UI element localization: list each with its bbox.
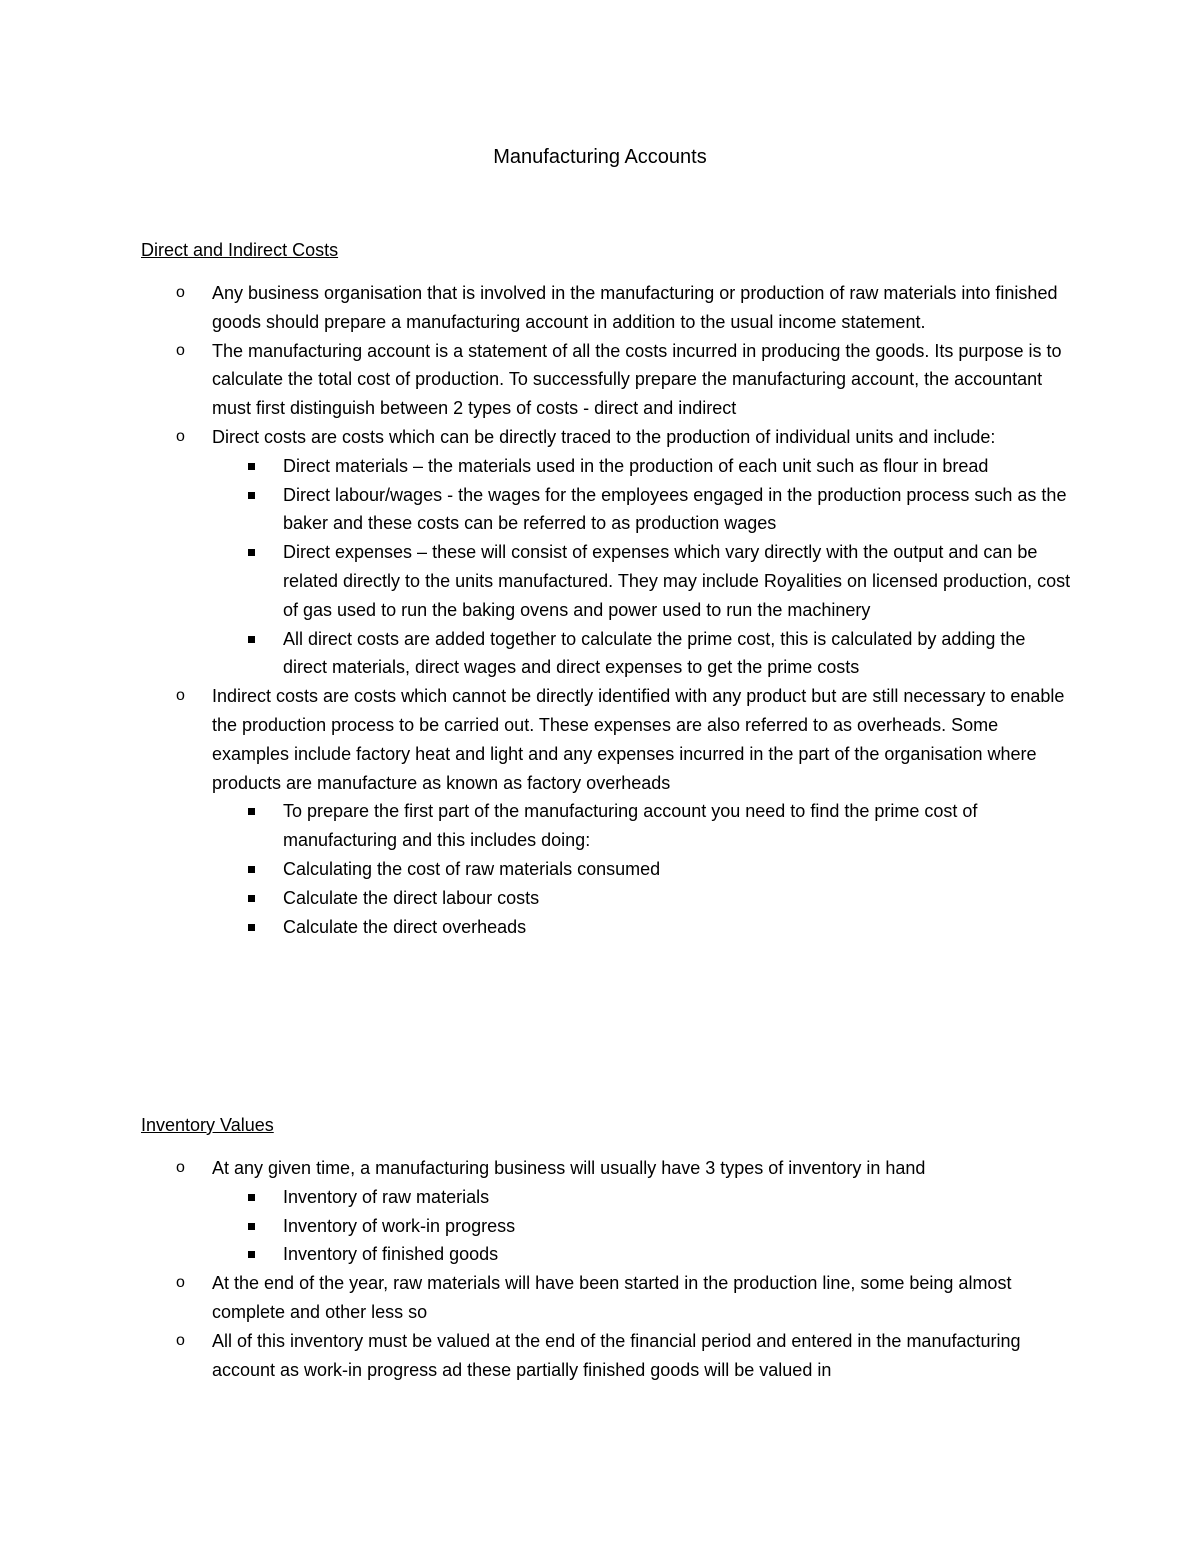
circle-bullet-icon: o bbox=[176, 687, 185, 705]
square-bullet-icon bbox=[248, 895, 255, 902]
sub-bullet-list bbox=[212, 797, 1071, 941]
sub-list-item-text: Calculating the cost of raw materials consumed bbox=[283, 858, 661, 879]
square-bullet-icon bbox=[248, 549, 255, 556]
circle-bullet-icon: o bbox=[176, 1331, 185, 1349]
square-bullet-icon bbox=[248, 866, 255, 873]
section-heading-direct-indirect-costs: Direct and Indirect Costs bbox=[141, 240, 339, 260]
section-direct-indirect-costs bbox=[141, 279, 1071, 941]
sub-list-item bbox=[212, 884, 1071, 913]
square-bullet-icon bbox=[248, 636, 255, 643]
sub-list-item-text: Inventory of finished goods bbox=[283, 1244, 499, 1265]
list-item bbox=[141, 1154, 1071, 1269]
bullet-list bbox=[141, 279, 1071, 941]
section-inventory-values bbox=[141, 1154, 1071, 1384]
square-bullet-icon bbox=[248, 924, 255, 931]
list-item-text: The manufacturing account is a statement of all the costs incurred in producing the goods. Its purpose is to calculate the total cost of production. To successfully prepare the manufacturing account, the accountant must first distinguish between 2 types of costs - direct and indirect bbox=[212, 340, 1062, 419]
sub-list-item bbox=[212, 855, 1071, 884]
section-heading-inventory-values: Inventory Values bbox=[141, 1115, 274, 1135]
sub-list-item-text: Calculate the direct labour costs bbox=[283, 887, 540, 908]
sub-list-item-text: Direct labour/wages - the wages for the employees engaged in the production process such as the baker and these costs can be referred to as production wages bbox=[283, 484, 1067, 534]
sub-list-item-text: Direct expenses – these will consist of expenses which vary directly with the output and can be related directly to the units manufactured. They may include Royalities on licensed production, cost of gas used to run the baking ovens and power used to run the machinery bbox=[283, 542, 1071, 620]
sub-list-item-text: Inventory of work-in progress bbox=[283, 1215, 516, 1236]
sub-list-item bbox=[212, 1212, 1071, 1241]
list-item bbox=[141, 682, 1071, 941]
list-item-text: At any given time, a manufacturing business will usually have 3 types of inventory in hand bbox=[212, 1158, 926, 1178]
list-item bbox=[141, 1269, 1071, 1327]
sub-list-item bbox=[212, 913, 1071, 942]
list-item-text: Indirect costs are costs which cannot be directly identified with any product but are still necessary to enable the production process to be carried out. These expenses are also referred to as overheads. Some examples include factory heat and light and any expenses incurred in the part of the organisation where products are manufacture as known as factory overheads bbox=[212, 686, 1065, 793]
square-bullet-icon bbox=[248, 463, 255, 470]
circle-bullet-icon: o bbox=[176, 341, 185, 359]
square-bullet-icon bbox=[248, 1194, 255, 1201]
sub-list-item-text: Calculate the direct overheads bbox=[283, 916, 527, 937]
sub-list-item bbox=[212, 625, 1071, 683]
sub-list-item bbox=[212, 797, 1071, 855]
list-item-text: All of this inventory must be valued at the end of the financial period and entered in the manufacturing account as work-in progress ad these partially finished goods will be valued in bbox=[212, 1330, 1021, 1380]
square-bullet-icon bbox=[248, 808, 255, 815]
list-item-text: Any business organisation that is involved in the manufacturing or production of raw materials into finished goods should prepare a manufacturing account in addition to the usual income statement. bbox=[212, 283, 1058, 332]
square-bullet-icon bbox=[248, 1251, 255, 1258]
sub-list-item bbox=[212, 452, 1071, 481]
sub-bullet-list bbox=[212, 1183, 1071, 1269]
square-bullet-icon bbox=[248, 1223, 255, 1230]
sub-list-item-text: To prepare the first part of the manufacturing account you need to find the prime cost of manufacturing and this includes doing: bbox=[283, 801, 978, 851]
sub-list-item-text: All direct costs are added together to calculate the prime cost, this is calculated by adding the direct materials, direct wages and direct expenses to get the prime costs bbox=[283, 628, 1026, 678]
circle-bullet-icon: o bbox=[176, 284, 185, 301]
sub-list-item bbox=[212, 538, 1071, 624]
list-item bbox=[141, 337, 1071, 423]
circle-bullet-icon: o bbox=[176, 1274, 185, 1292]
bullet-list bbox=[141, 1154, 1071, 1384]
list-item-text: Direct costs are costs which can be directly traced to the production of individual units and include: bbox=[212, 426, 996, 447]
sub-list-item-text: Direct materials – the materials used in the production of each unit such as flour in bread bbox=[283, 455, 989, 476]
list-item bbox=[141, 279, 1071, 337]
circle-bullet-icon: o bbox=[176, 1159, 185, 1176]
sub-list-item bbox=[212, 1240, 1071, 1269]
list-item-text: At the end of the year, raw materials will have been started in the production line, some being almost complete and other less so bbox=[212, 1273, 1012, 1322]
list-item bbox=[141, 1327, 1071, 1385]
sub-list-item bbox=[212, 481, 1071, 539]
circle-bullet-icon: o bbox=[176, 427, 185, 445]
document-title: Manufacturing Accounts bbox=[493, 146, 707, 168]
sub-list-item bbox=[212, 1183, 1071, 1212]
sub-bullet-list bbox=[212, 452, 1071, 682]
list-item bbox=[141, 423, 1071, 682]
square-bullet-icon bbox=[248, 492, 255, 499]
sub-list-item-text: Inventory of raw materials bbox=[283, 1186, 490, 1207]
